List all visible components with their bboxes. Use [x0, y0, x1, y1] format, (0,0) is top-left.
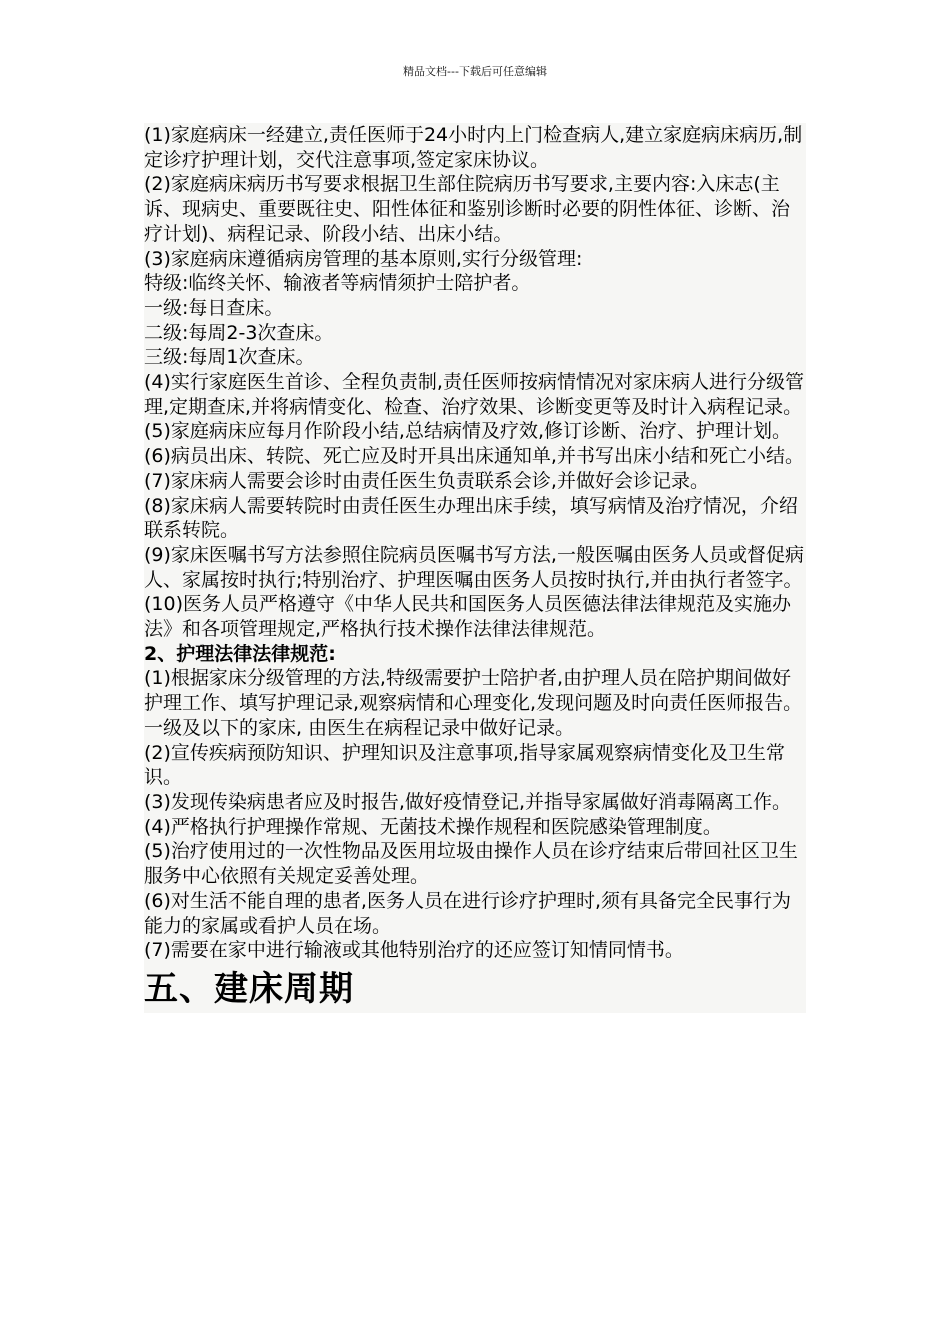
paragraph-6: (6)病员出床、转院、死亡应及时开具出床通知单,并书写出床小结和死亡小结。	[144, 445, 804, 468]
nursing-paragraph-1: (1)根据家床分级管理的方法,特级需要护士陪护者,由护理人员在陪护期间做好护理工作、填写护理记录,观察病情和心理变化,发现问题及时向责任医师报告。一级及以下的家床, 由医生在病程记录中做好记录。	[144, 667, 803, 739]
nursing-paragraph-3: (3)发现传染病患者应及时报告,做好疫情登记,并指导家属做好消毒隔离工作。	[144, 790, 791, 813]
document-body	[144, 123, 806, 1013]
level-special: 特级:临终关怀、输液者等病情须护士陪护者。	[144, 272, 531, 295]
nursing-paragraph-5: (5)治疗使用过的一次性物品及医用垃圾由操作人员在诊疗结束后带回社区卫生服务中心依照有关规定妥善处理。	[144, 840, 798, 888]
nursing-paragraph-2: (2)宣传疾病预防知识、护理知识及注意事项,指导家属观察病情变化及卫生常识。	[144, 741, 785, 789]
level-two: 二级:每周2-3次查床。	[144, 321, 334, 344]
nursing-paragraph-6: (6)对生活不能自理的患者,医务人员在进行诊疗护理时,须有具备完全民事行为能力的家属或看护人员在场。	[144, 889, 791, 937]
paragraph-8: (8)家床病人需要转院时由责任医生办理出床手续，填写病情及治疗情况，介绍联系转院。	[144, 494, 798, 542]
section-heading: 五、建床周期	[144, 968, 354, 1009]
paragraph-7: (7)家床病人需要会诊时由责任医生负责联系会诊,并做好会诊记录。	[144, 469, 709, 492]
paragraph-5: (5)家庭病床应每月作阶段小结,总结病情及疗效,修订诊断、治疗、护理计划。	[144, 420, 791, 443]
level-one: 一级:每日查床。	[144, 296, 284, 319]
nursing-paragraph-7: (7)需要在家中进行输液或其他特别治疗的还应签订知情同情书。	[144, 939, 684, 962]
nursing-paragraph-4: (4)严格执行护理操作常规、无菌技术操作规程和医院感染管理制度。	[144, 815, 722, 838]
paragraph-4: (4)实行家庭医生首诊、全程负责制,责任医师按病情情况对家床病人进行分级管理,定期查床,并将病情变化、检查、治疗效果、诊断变更等及时计入病程记录。	[144, 371, 804, 418]
paragraph-3: (3)家庭病床遵循病房管理的基本原则,实行分级管理:	[144, 247, 583, 270]
paragraph-2: (2)家庭病床病历书写要求根据卫生部住院病历书写要求,主要内容:入床志(主诉、现病史、重要既往史、阳性体征和鉴别诊断时必要的阴性体征、诊断、治疗计划)、病程记录、阶段小结、出床小结。	[144, 173, 791, 245]
paragraph-10: (10)医务人员严格遵守《中华人民共和国医务人员医德法律法律规范及实施办法》和各项管理规定,严格执行技术操作法律法律规范。	[144, 593, 792, 641]
page-header-note: 精品文档---下载后可任意编辑	[403, 65, 547, 78]
nursing-norms-heading: 2、护理法律法律规范:	[144, 642, 336, 665]
paragraph-9: (9)家床医嘱书写方法参照住院病员医嘱书写方法,一般医嘱由医务人员或督促病人、家属按时执行;特别治疗、护理医嘱由医务人员按时执行,并由执行者签字。	[144, 543, 804, 591]
level-three: 三级:每周1次查床。	[144, 346, 315, 369]
paragraph-1: (1)家庭病床一经建立,责任医师于24小时内上门检查病人,建立家庭病床病历,制定诊疗护理计划，交代注意事项,签定家床协议。	[144, 124, 803, 171]
